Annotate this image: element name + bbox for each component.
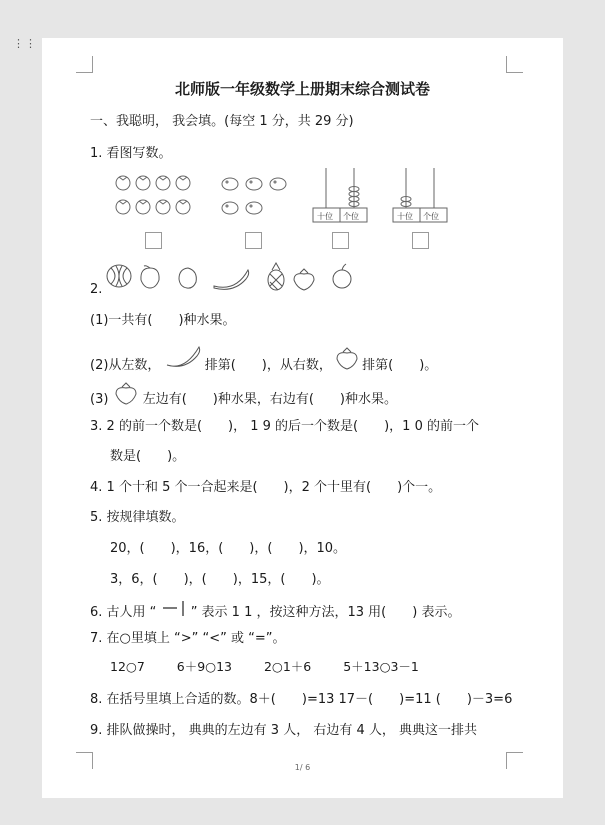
question-3-line-2: 数是( )。 xyxy=(110,449,186,464)
fruit-row xyxy=(106,262,366,292)
question-7-label: 7. 在○里填上 “>” “<” 或 “=”。 xyxy=(90,631,286,646)
page-title: 北师版一年级数学上册期末综合测试卷 xyxy=(174,80,430,98)
question-2-part-3 xyxy=(90,388,397,407)
document-page xyxy=(42,38,563,798)
q7-item-3: 2○1＋6 xyxy=(263,659,312,674)
q6-text-b: ” 表示 1 1 ，按这种方法，13 用( ) 表示。 xyxy=(190,605,461,620)
page-number: 1/ 6 xyxy=(294,763,311,772)
apple-icon xyxy=(333,264,351,288)
margin-corner-top-left xyxy=(76,56,93,73)
persimmon-group-icon xyxy=(114,172,198,218)
question-5-label: 5. 按规律填数。 xyxy=(90,510,185,525)
q7-item-1: 12○7 xyxy=(110,659,145,674)
watermelon-icon xyxy=(107,265,131,287)
q2-part3-text-a: (3) xyxy=(90,392,109,407)
chick-group-icon xyxy=(220,172,292,218)
abacus-2-tens-label: 十位 xyxy=(397,212,413,221)
question-7-items xyxy=(110,657,419,675)
q7-item-2: 6＋9○13 xyxy=(176,659,232,674)
drag-handle-icon[interactable]: ⋮⋮ xyxy=(13,37,37,50)
answer-box-2[interactable] xyxy=(245,232,262,249)
strawberry-icon xyxy=(294,269,314,290)
answer-box-4[interactable] xyxy=(412,232,429,249)
question-6 xyxy=(90,601,460,620)
question-9: 9. 排队做操时， 典典的左边有 3 人， 右边有 4 人， 典典这一排共 xyxy=(90,723,478,738)
question-5-row-2: 3，6，( )，( )，15，( )。 xyxy=(110,572,330,587)
question-5-row-1: 20，( )，16，( )，( )，10。 xyxy=(110,541,347,556)
question-2-part-1: (1)一共有( )种水果。 xyxy=(90,313,236,328)
mango-icon xyxy=(179,268,196,288)
q2-part2-text-c: 排第( )。 xyxy=(362,358,438,373)
answer-box-1[interactable] xyxy=(145,232,162,249)
banana-icon xyxy=(165,341,201,371)
q2-part2-text-b: 排第( )，从右数， xyxy=(204,358,332,373)
question-4: 4. 1 个十和 5 个一合起来是( )，2 个十里有( )个一。 xyxy=(90,480,442,495)
question-8: 8. 在括号里填上合适的数。8＋( )=13 17－( )=11 ( )－3=6 xyxy=(90,692,513,707)
abacus-2-icon xyxy=(392,166,450,224)
q7-item-4: 5＋13○3－1 xyxy=(343,659,419,674)
banana-icon xyxy=(214,270,249,289)
q2-part2-text-a: (2)从左数， xyxy=(90,358,161,373)
abacus-1-ones-label: 个位 xyxy=(343,212,359,221)
question-1-label: 1. 看图写数。 xyxy=(90,146,172,161)
question-2-part-2 xyxy=(90,354,437,373)
abacus-1-icon xyxy=(312,166,370,224)
question-3-line-1: 3. 2 的前一个数是( )， 1 9 的后一个数是( )，1 0 的前一个 xyxy=(90,419,479,434)
peach-icon xyxy=(141,266,159,288)
abacus-1-tens-label: 十位 xyxy=(317,212,333,221)
strawberry-icon xyxy=(336,347,358,371)
strawberry-icon xyxy=(113,382,139,406)
q6-text-a: 6. 古人用 “ xyxy=(90,605,157,620)
q2-part3-text-b: 左边有( )种水果，右边有( )种水果。 xyxy=(142,392,397,407)
question-2-label: 2. xyxy=(90,282,103,297)
section-heading: 一、我聪明， 我会填。(每空 1 分，共 29 分) xyxy=(90,114,354,129)
tally-ten-one-icon xyxy=(161,600,187,618)
answer-box-3[interactable] xyxy=(332,232,349,249)
abacus-2-ones-label: 个位 xyxy=(423,212,439,221)
pineapple-icon xyxy=(268,263,284,290)
margin-corner-top-right xyxy=(506,56,523,73)
